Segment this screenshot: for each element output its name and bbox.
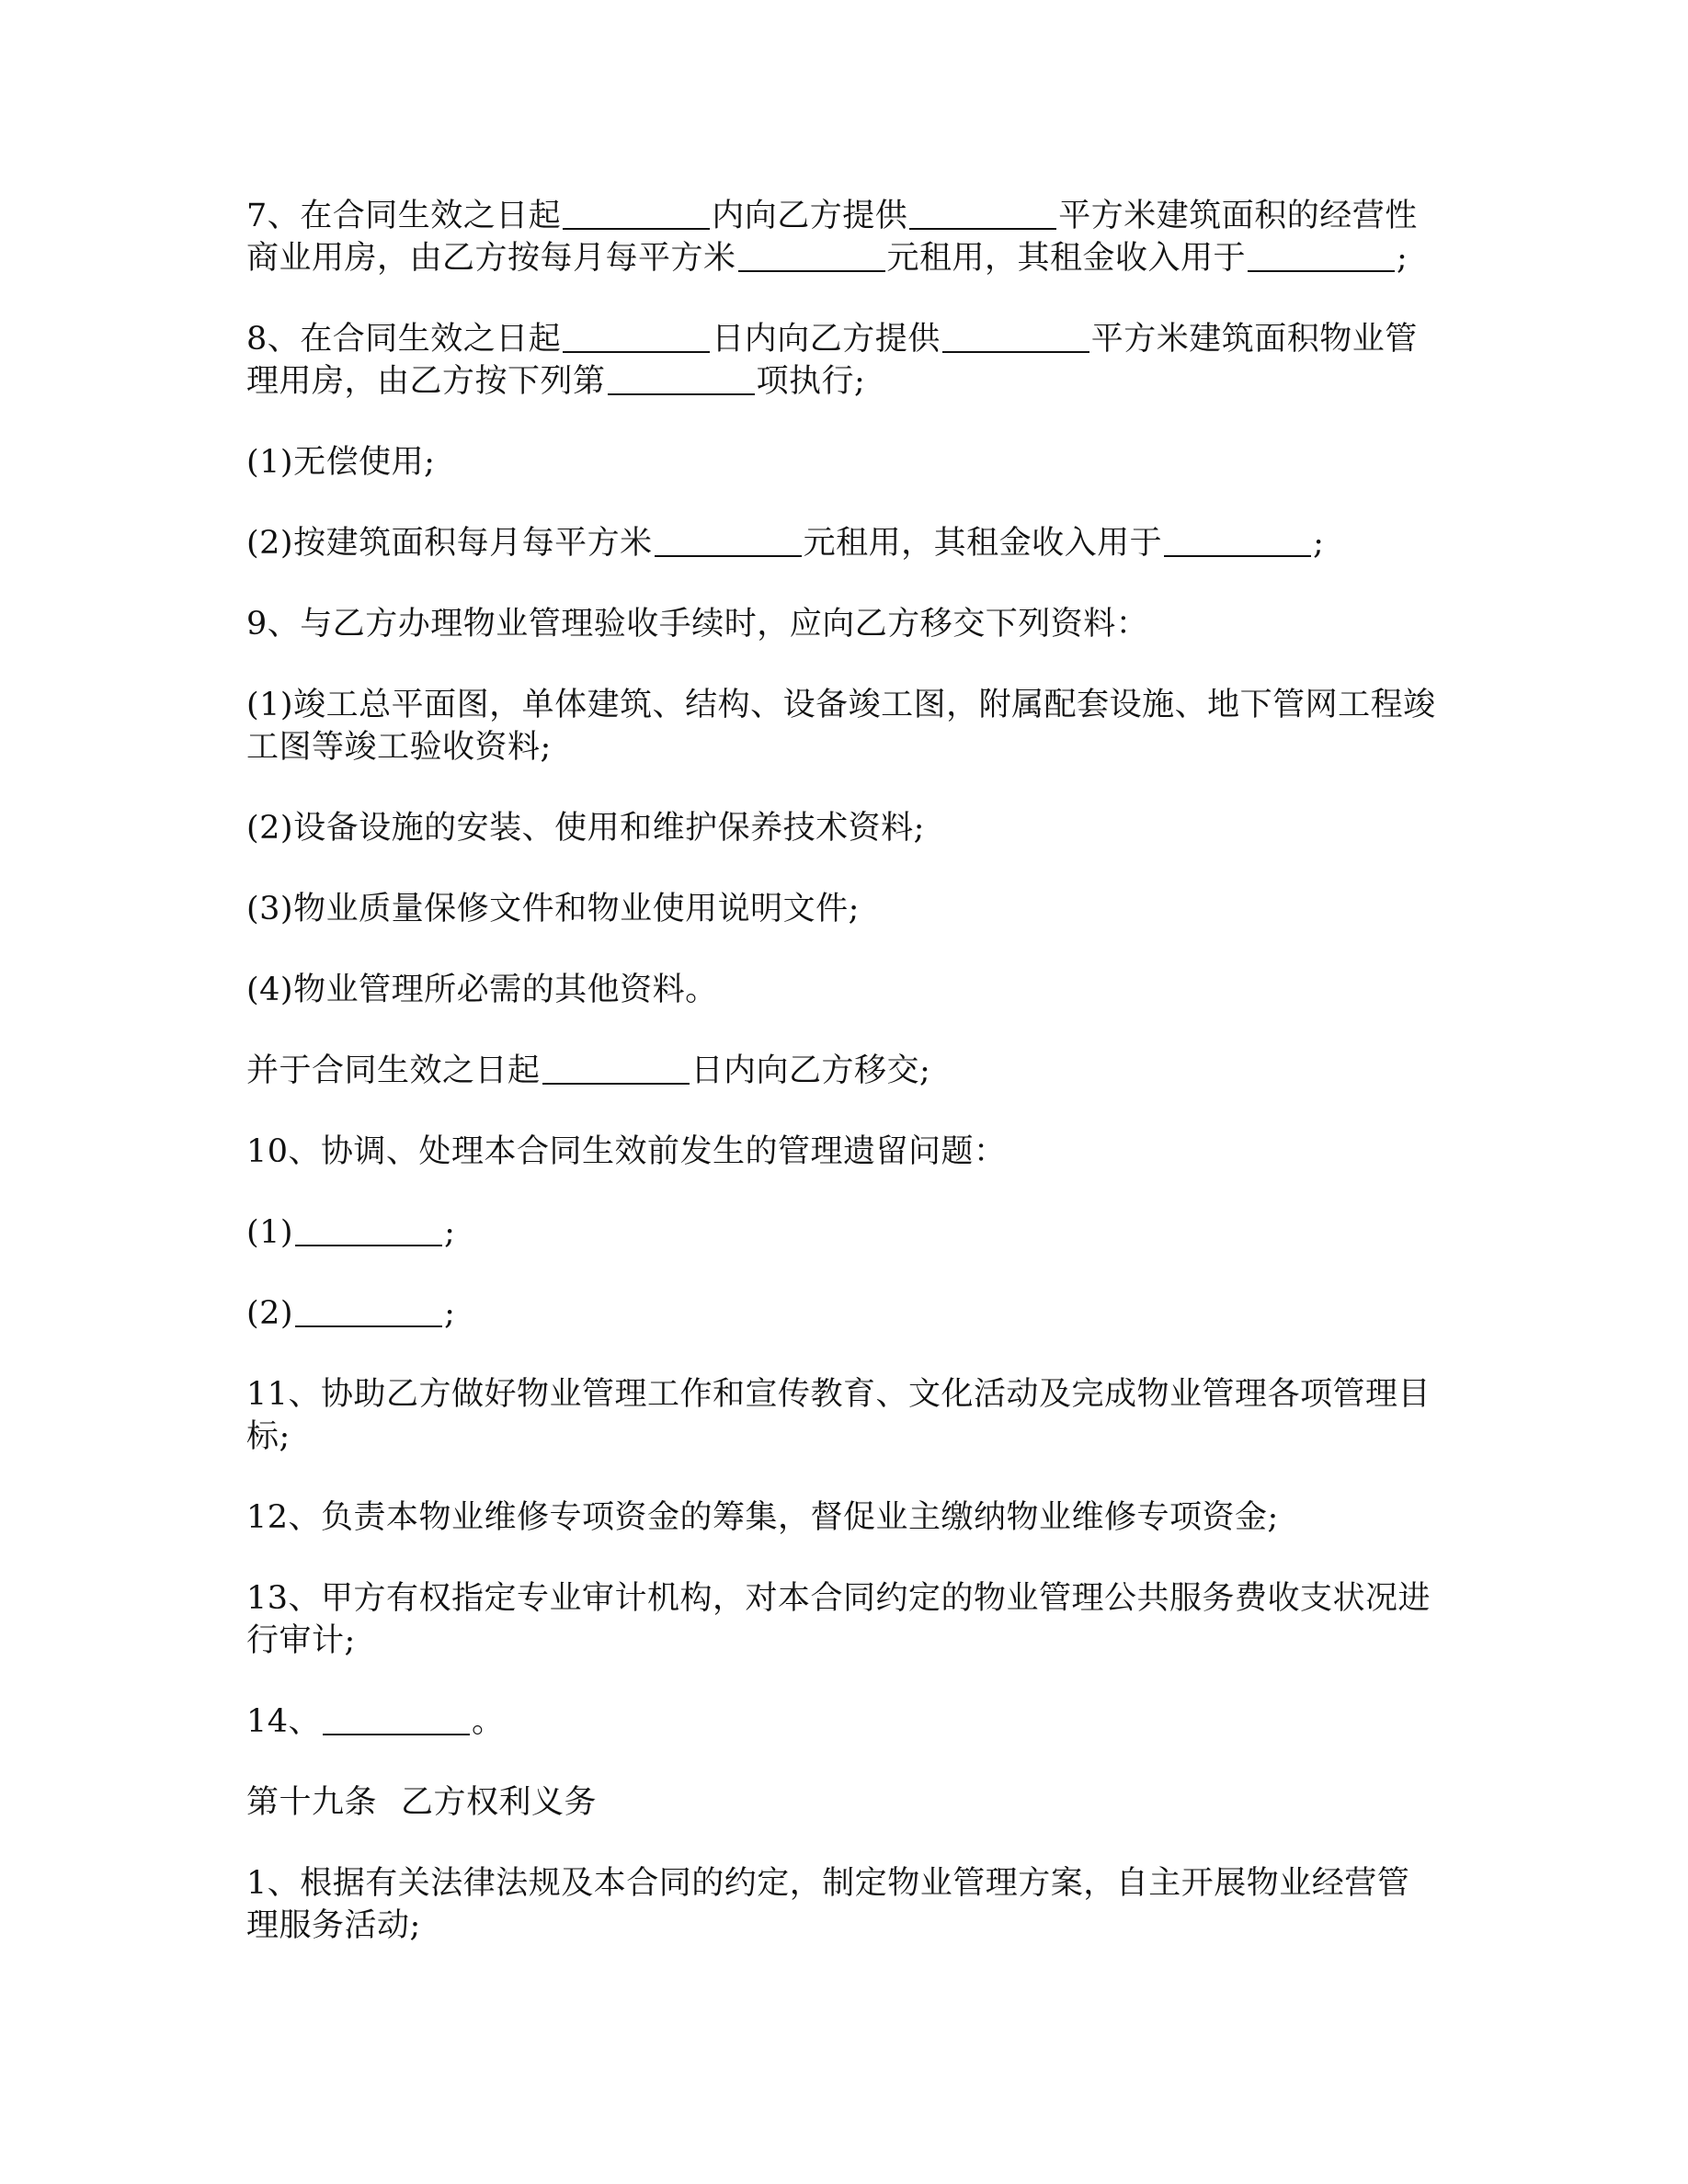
blank-field <box>1164 524 1311 557</box>
clause-9-item-2: (2)设备设施的安装、使用和维护保养技术资料; <box>246 810 925 847</box>
clause-9-item-1: (1)竣工总平面图，单体建筑、结构、设备竣工图，附属配套设施、地下管网工程竣工图等竣工验收资料; <box>246 687 1436 766</box>
clause-12: 12、负责本物业维修专项资金的筹集，督促业主缴纳物业维修专项资金; <box>246 1499 1279 1536</box>
blank-field <box>942 320 1089 353</box>
clause-8: 8、在合同生效之日起 日内向乙方提供 平方米建筑面积物业管理用房，由乙方按下列第 项执行; <box>246 321 1418 400</box>
clause-7: 7、在合同生效之日起 内向乙方提供 平方米建筑面积的经营性商业用房，由乙方按每月每平方米 元租用，其租金收入用于 ; <box>246 198 1418 277</box>
clause-9-item-4: (4)物业管理所必需的其他资料。 <box>246 972 718 1008</box>
blank-field <box>1248 239 1395 272</box>
article-19-clause-1: 1、根据有关法律法规及本合同的约定，制定物业管理方案，自主开展物业经营管理服务活动; <box>246 1865 1410 1944</box>
document-body <box>246 195 1442 1985</box>
clause-11: 11、协助乙方做好物业管理工作和宣传教育、文化活动及完成物业管理各项管理目标; <box>246 1376 1431 1455</box>
clause-10-item-1: (1) ; <box>246 1214 456 1251</box>
clause-10-item-2: (2) ; <box>246 1295 456 1332</box>
blank-field <box>608 362 755 395</box>
blank-field <box>295 1294 442 1327</box>
clause-8-item-2: (2)按建筑面积每月每平方米 元租用，其租金收入用于 ; <box>246 525 1325 562</box>
clause-14: 14、 。 <box>246 1703 505 1740</box>
blank-field <box>295 1213 442 1246</box>
blank-field <box>738 239 885 272</box>
clause-10: 10、协调、处理本合同生效前发生的管理遗留问题： <box>246 1133 1007 1170</box>
blank-field <box>909 197 1056 230</box>
clause-9-handover: 并于合同生效之日起 日内向乙方移交; <box>246 1052 931 1089</box>
clause-8-item-1: (1)无偿使用; <box>246 444 436 481</box>
article-heading: 第十九条 乙方权利义务 <box>246 1784 598 1821</box>
blank-field <box>563 320 710 353</box>
clause-13: 13、甲方有权指定专业审计机构，对本合同约定的物业管理公共服务费收支状况进行审计; <box>246 1580 1431 1659</box>
blank-field <box>323 1702 470 1735</box>
clause-9-item-3: (3)物业质量保修文件和物业使用说明文件; <box>246 891 860 927</box>
blank-field <box>655 524 802 557</box>
clause-9: 9、与乙方办理物业管理验收手续时，应向乙方移交下列资料： <box>246 606 1149 643</box>
blank-field <box>542 1052 690 1085</box>
blank-field <box>563 197 710 230</box>
